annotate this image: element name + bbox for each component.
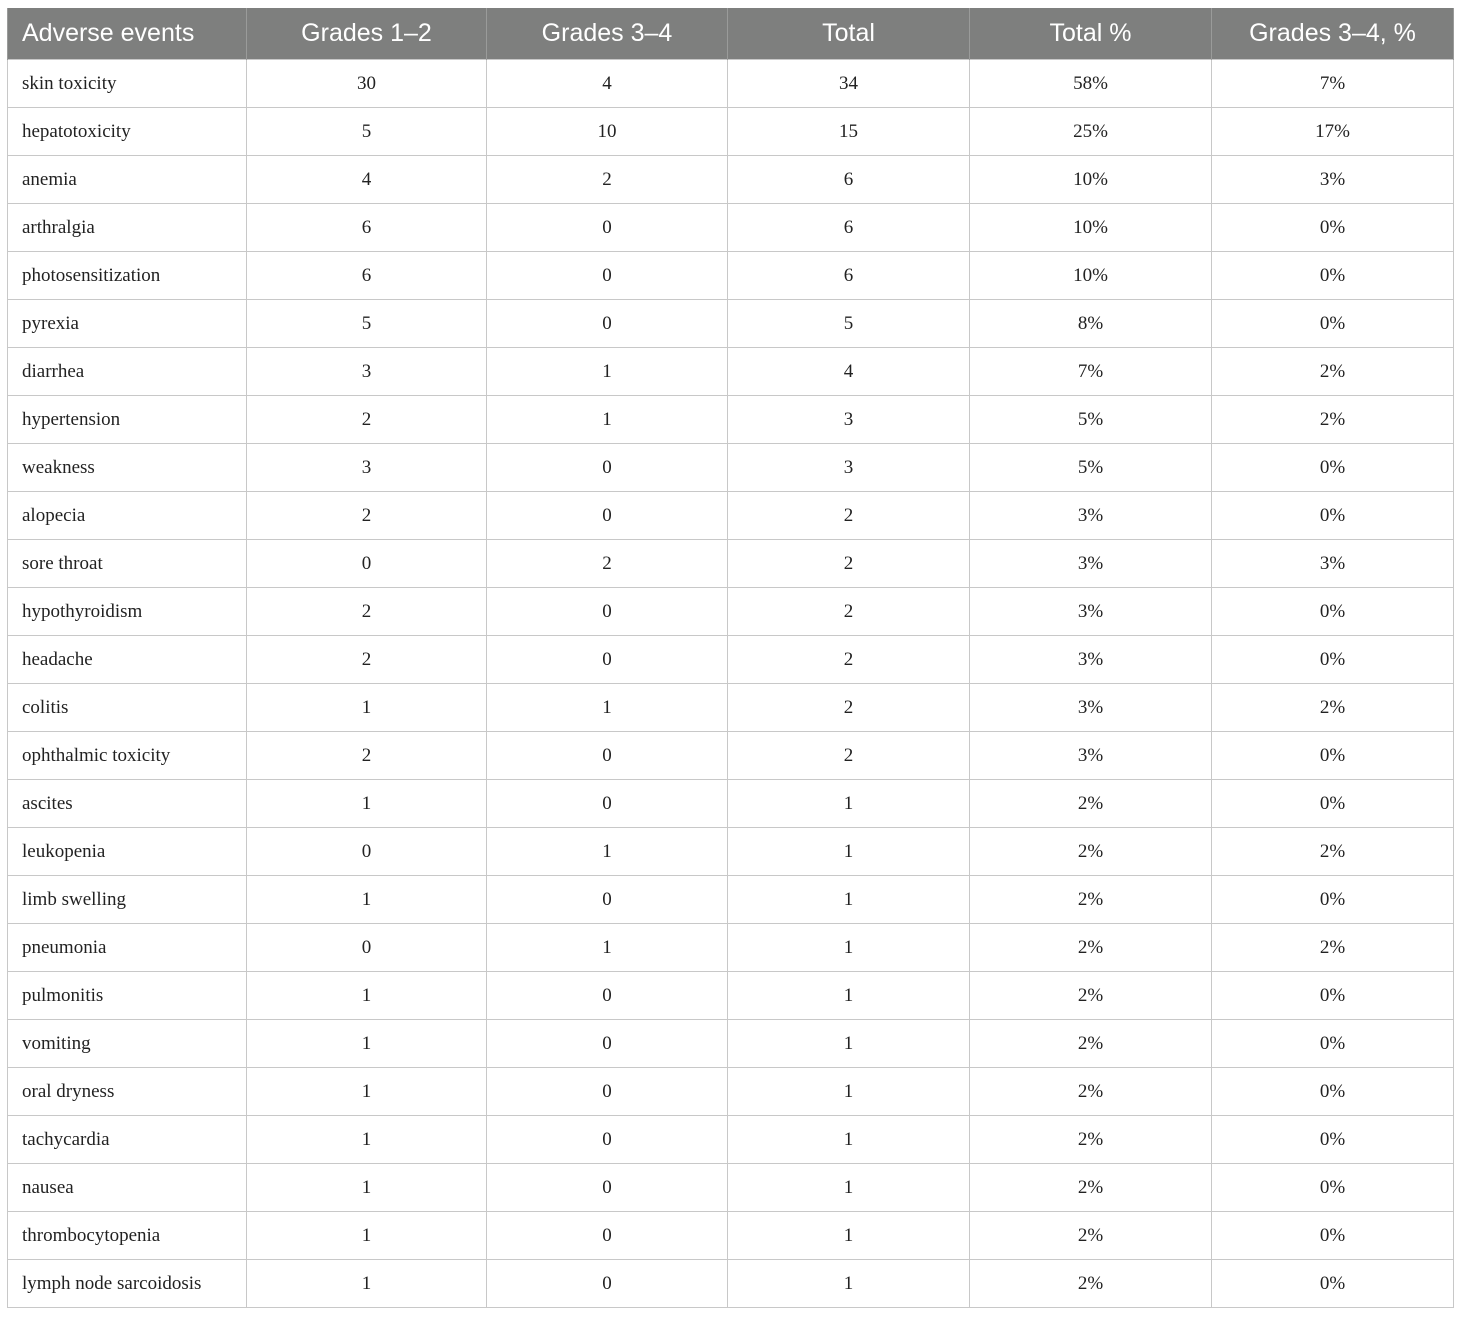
grades-3-4-cell: 0 bbox=[487, 492, 728, 540]
event-name-cell: pulmonitis bbox=[8, 972, 247, 1020]
event-name-cell: thrombocytopenia bbox=[8, 1212, 247, 1260]
event-name-cell: ascites bbox=[8, 780, 247, 828]
event-name-cell: anemia bbox=[8, 156, 247, 204]
table-row bbox=[8, 108, 1454, 156]
grades-3-4-cell: 0 bbox=[487, 588, 728, 636]
total-cell: 1 bbox=[728, 1164, 970, 1212]
table-row bbox=[8, 540, 1454, 588]
total-percent-cell: 2% bbox=[970, 972, 1212, 1020]
grades-1-2-cell: 1 bbox=[247, 1164, 487, 1212]
grades-3-4-cell: 1 bbox=[487, 396, 728, 444]
total-percent-cell: 2% bbox=[970, 828, 1212, 876]
header-row bbox=[8, 8, 1454, 60]
event-name-cell: diarrhea bbox=[8, 348, 247, 396]
event-name-cell: headache bbox=[8, 636, 247, 684]
event-name-cell: nausea bbox=[8, 1164, 247, 1212]
total-cell: 5 bbox=[728, 300, 970, 348]
header-grades-1-2: Grades 1–2 bbox=[247, 8, 487, 60]
grades-3-4-cell: 0 bbox=[487, 204, 728, 252]
grades-1-2-cell: 0 bbox=[247, 828, 487, 876]
table-row bbox=[8, 348, 1454, 396]
table-row bbox=[8, 300, 1454, 348]
total-cell: 1 bbox=[728, 1020, 970, 1068]
total-cell: 6 bbox=[728, 252, 970, 300]
total-percent-cell: 10% bbox=[970, 204, 1212, 252]
event-name-cell: limb swelling bbox=[8, 876, 247, 924]
grades-3-4-percent-cell: 2% bbox=[1212, 828, 1454, 876]
grades-3-4-cell: 0 bbox=[487, 1020, 728, 1068]
total-cell: 34 bbox=[728, 60, 970, 108]
total-percent-cell: 2% bbox=[970, 1068, 1212, 1116]
table-row bbox=[8, 828, 1454, 876]
grades-3-4-cell: 0 bbox=[487, 1116, 728, 1164]
total-cell: 1 bbox=[728, 780, 970, 828]
total-percent-cell: 25% bbox=[970, 108, 1212, 156]
header-grades-3-4-percent: Grades 3–4, % bbox=[1212, 8, 1454, 60]
event-name-cell: photosensitization bbox=[8, 252, 247, 300]
event-name-cell: hypertension bbox=[8, 396, 247, 444]
event-name-cell: pneumonia bbox=[8, 924, 247, 972]
grades-1-2-cell: 4 bbox=[247, 156, 487, 204]
total-percent-cell: 10% bbox=[970, 252, 1212, 300]
table-row bbox=[8, 1116, 1454, 1164]
table-row bbox=[8, 1260, 1454, 1308]
total-percent-cell: 5% bbox=[970, 444, 1212, 492]
grades-3-4-cell: 1 bbox=[487, 348, 728, 396]
grades-1-2-cell: 1 bbox=[247, 1260, 487, 1308]
total-percent-cell: 3% bbox=[970, 684, 1212, 732]
adverse-events-table bbox=[7, 8, 1454, 1308]
grades-3-4-cell: 2 bbox=[487, 156, 728, 204]
table-row bbox=[8, 1020, 1454, 1068]
header-grades-3-4: Grades 3–4 bbox=[487, 8, 728, 60]
grades-3-4-cell: 2 bbox=[487, 540, 728, 588]
table-row bbox=[8, 1068, 1454, 1116]
total-cell: 1 bbox=[728, 876, 970, 924]
table-row bbox=[8, 924, 1454, 972]
table-row bbox=[8, 60, 1454, 108]
grades-1-2-cell: 1 bbox=[247, 780, 487, 828]
grades-3-4-percent-cell: 0% bbox=[1212, 588, 1454, 636]
total-percent-cell: 3% bbox=[970, 540, 1212, 588]
grades-3-4-percent-cell: 2% bbox=[1212, 924, 1454, 972]
grades-1-2-cell: 1 bbox=[247, 684, 487, 732]
total-percent-cell: 3% bbox=[970, 492, 1212, 540]
grades-3-4-percent-cell: 2% bbox=[1212, 396, 1454, 444]
grades-1-2-cell: 3 bbox=[247, 348, 487, 396]
total-percent-cell: 10% bbox=[970, 156, 1212, 204]
table-row bbox=[8, 588, 1454, 636]
total-cell: 2 bbox=[728, 588, 970, 636]
total-cell: 2 bbox=[728, 684, 970, 732]
table-row bbox=[8, 780, 1454, 828]
grades-3-4-cell: 0 bbox=[487, 1068, 728, 1116]
total-cell: 4 bbox=[728, 348, 970, 396]
grades-1-2-cell: 6 bbox=[247, 204, 487, 252]
grades-3-4-cell: 0 bbox=[487, 1164, 728, 1212]
grades-3-4-percent-cell: 0% bbox=[1212, 1212, 1454, 1260]
table-row bbox=[8, 732, 1454, 780]
grades-1-2-cell: 2 bbox=[247, 732, 487, 780]
grades-1-2-cell: 0 bbox=[247, 924, 487, 972]
grades-1-2-cell: 1 bbox=[247, 876, 487, 924]
event-name-cell: leukopenia bbox=[8, 828, 247, 876]
total-cell: 3 bbox=[728, 396, 970, 444]
grades-3-4-percent-cell: 0% bbox=[1212, 732, 1454, 780]
grades-1-2-cell: 3 bbox=[247, 444, 487, 492]
grades-3-4-percent-cell: 0% bbox=[1212, 780, 1454, 828]
total-cell: 1 bbox=[728, 972, 970, 1020]
grades-3-4-cell: 1 bbox=[487, 828, 728, 876]
total-cell: 6 bbox=[728, 204, 970, 252]
event-name-cell: colitis bbox=[8, 684, 247, 732]
grades-3-4-cell: 0 bbox=[487, 732, 728, 780]
grades-1-2-cell: 30 bbox=[247, 60, 487, 108]
grades-3-4-cell: 0 bbox=[487, 300, 728, 348]
table-row bbox=[8, 396, 1454, 444]
total-percent-cell: 2% bbox=[970, 876, 1212, 924]
grades-3-4-cell: 0 bbox=[487, 252, 728, 300]
grades-3-4-percent-cell: 0% bbox=[1212, 252, 1454, 300]
table-body bbox=[8, 60, 1454, 1308]
table-header bbox=[8, 8, 1454, 60]
grades-3-4-cell: 0 bbox=[487, 1212, 728, 1260]
total-cell: 1 bbox=[728, 924, 970, 972]
total-cell: 1 bbox=[728, 1068, 970, 1116]
grades-3-4-cell: 1 bbox=[487, 924, 728, 972]
event-name-cell: ophthalmic toxicity bbox=[8, 732, 247, 780]
grades-1-2-cell: 1 bbox=[247, 1020, 487, 1068]
grades-3-4-percent-cell: 0% bbox=[1212, 1068, 1454, 1116]
total-percent-cell: 2% bbox=[970, 1212, 1212, 1260]
grades-3-4-cell: 1 bbox=[487, 684, 728, 732]
total-cell: 2 bbox=[728, 492, 970, 540]
total-percent-cell: 7% bbox=[970, 348, 1212, 396]
event-name-cell: alopecia bbox=[8, 492, 247, 540]
event-name-cell: skin toxicity bbox=[8, 60, 247, 108]
table-row bbox=[8, 972, 1454, 1020]
grades-3-4-percent-cell: 0% bbox=[1212, 204, 1454, 252]
total-percent-cell: 2% bbox=[970, 1260, 1212, 1308]
grades-3-4-cell: 0 bbox=[487, 876, 728, 924]
event-name-cell: arthralgia bbox=[8, 204, 247, 252]
grades-1-2-cell: 0 bbox=[247, 540, 487, 588]
total-cell: 6 bbox=[728, 156, 970, 204]
grades-3-4-percent-cell: 2% bbox=[1212, 348, 1454, 396]
grades-3-4-cell: 4 bbox=[487, 60, 728, 108]
total-percent-cell: 2% bbox=[970, 1116, 1212, 1164]
grades-3-4-percent-cell: 0% bbox=[1212, 972, 1454, 1020]
grades-1-2-cell: 2 bbox=[247, 396, 487, 444]
table-row bbox=[8, 252, 1454, 300]
grades-3-4-percent-cell: 0% bbox=[1212, 876, 1454, 924]
table-row bbox=[8, 444, 1454, 492]
grades-3-4-percent-cell: 2% bbox=[1212, 684, 1454, 732]
total-cell: 15 bbox=[728, 108, 970, 156]
grades-3-4-percent-cell: 0% bbox=[1212, 636, 1454, 684]
event-name-cell: pyrexia bbox=[8, 300, 247, 348]
table-row bbox=[8, 636, 1454, 684]
total-cell: 2 bbox=[728, 636, 970, 684]
grades-3-4-percent-cell: 0% bbox=[1212, 1260, 1454, 1308]
event-name-cell: hepatotoxicity bbox=[8, 108, 247, 156]
table-row bbox=[8, 684, 1454, 732]
adverse-events-table-container bbox=[7, 8, 1453, 1308]
grades-3-4-percent-cell: 0% bbox=[1212, 1116, 1454, 1164]
total-percent-cell: 3% bbox=[970, 588, 1212, 636]
grades-3-4-cell: 0 bbox=[487, 972, 728, 1020]
event-name-cell: weakness bbox=[8, 444, 247, 492]
total-cell: 2 bbox=[728, 732, 970, 780]
grades-3-4-cell: 0 bbox=[487, 780, 728, 828]
total-percent-cell: 2% bbox=[970, 1164, 1212, 1212]
total-cell: 1 bbox=[728, 1260, 970, 1308]
header-adverse-events: Adverse events bbox=[8, 8, 247, 60]
total-cell: 2 bbox=[728, 540, 970, 588]
event-name-cell: tachycardia bbox=[8, 1116, 247, 1164]
total-percent-cell: 3% bbox=[970, 636, 1212, 684]
grades-3-4-cell: 10 bbox=[487, 108, 728, 156]
table-row bbox=[8, 876, 1454, 924]
event-name-cell: lymph node sarcoidosis bbox=[8, 1260, 247, 1308]
grades-1-2-cell: 6 bbox=[247, 252, 487, 300]
grades-3-4-percent-cell: 0% bbox=[1212, 1020, 1454, 1068]
table-row bbox=[8, 1164, 1454, 1212]
grades-1-2-cell: 1 bbox=[247, 1068, 487, 1116]
event-name-cell: hypothyroidism bbox=[8, 588, 247, 636]
grades-1-2-cell: 2 bbox=[247, 588, 487, 636]
table-row bbox=[8, 156, 1454, 204]
grades-3-4-percent-cell: 0% bbox=[1212, 1164, 1454, 1212]
grades-3-4-percent-cell: 17% bbox=[1212, 108, 1454, 156]
grades-1-2-cell: 1 bbox=[247, 1212, 487, 1260]
grades-1-2-cell: 1 bbox=[247, 972, 487, 1020]
grades-3-4-percent-cell: 0% bbox=[1212, 444, 1454, 492]
header-total: Total bbox=[728, 8, 970, 60]
grades-1-2-cell: 5 bbox=[247, 108, 487, 156]
total-percent-cell: 8% bbox=[970, 300, 1212, 348]
grades-3-4-cell: 0 bbox=[487, 636, 728, 684]
event-name-cell: sore throat bbox=[8, 540, 247, 588]
total-cell: 1 bbox=[728, 828, 970, 876]
header-total-percent: Total % bbox=[970, 8, 1212, 60]
total-percent-cell: 2% bbox=[970, 780, 1212, 828]
total-percent-cell: 2% bbox=[970, 1020, 1212, 1068]
total-percent-cell: 58% bbox=[970, 60, 1212, 108]
total-cell: 1 bbox=[728, 1116, 970, 1164]
total-percent-cell: 2% bbox=[970, 924, 1212, 972]
total-percent-cell: 3% bbox=[970, 732, 1212, 780]
grades-1-2-cell: 2 bbox=[247, 492, 487, 540]
table-row bbox=[8, 204, 1454, 252]
total-cell: 1 bbox=[728, 1212, 970, 1260]
table-row bbox=[8, 492, 1454, 540]
grades-1-2-cell: 5 bbox=[247, 300, 487, 348]
grades-3-4-percent-cell: 3% bbox=[1212, 156, 1454, 204]
grades-3-4-percent-cell: 0% bbox=[1212, 492, 1454, 540]
total-cell: 3 bbox=[728, 444, 970, 492]
event-name-cell: oral dryness bbox=[8, 1068, 247, 1116]
grades-3-4-percent-cell: 0% bbox=[1212, 300, 1454, 348]
grades-1-2-cell: 1 bbox=[247, 1116, 487, 1164]
grades-3-4-percent-cell: 7% bbox=[1212, 60, 1454, 108]
grades-1-2-cell: 2 bbox=[247, 636, 487, 684]
grades-3-4-cell: 0 bbox=[487, 1260, 728, 1308]
total-percent-cell: 5% bbox=[970, 396, 1212, 444]
table-row bbox=[8, 1212, 1454, 1260]
grades-3-4-cell: 0 bbox=[487, 444, 728, 492]
event-name-cell: vomiting bbox=[8, 1020, 247, 1068]
grades-3-4-percent-cell: 3% bbox=[1212, 540, 1454, 588]
